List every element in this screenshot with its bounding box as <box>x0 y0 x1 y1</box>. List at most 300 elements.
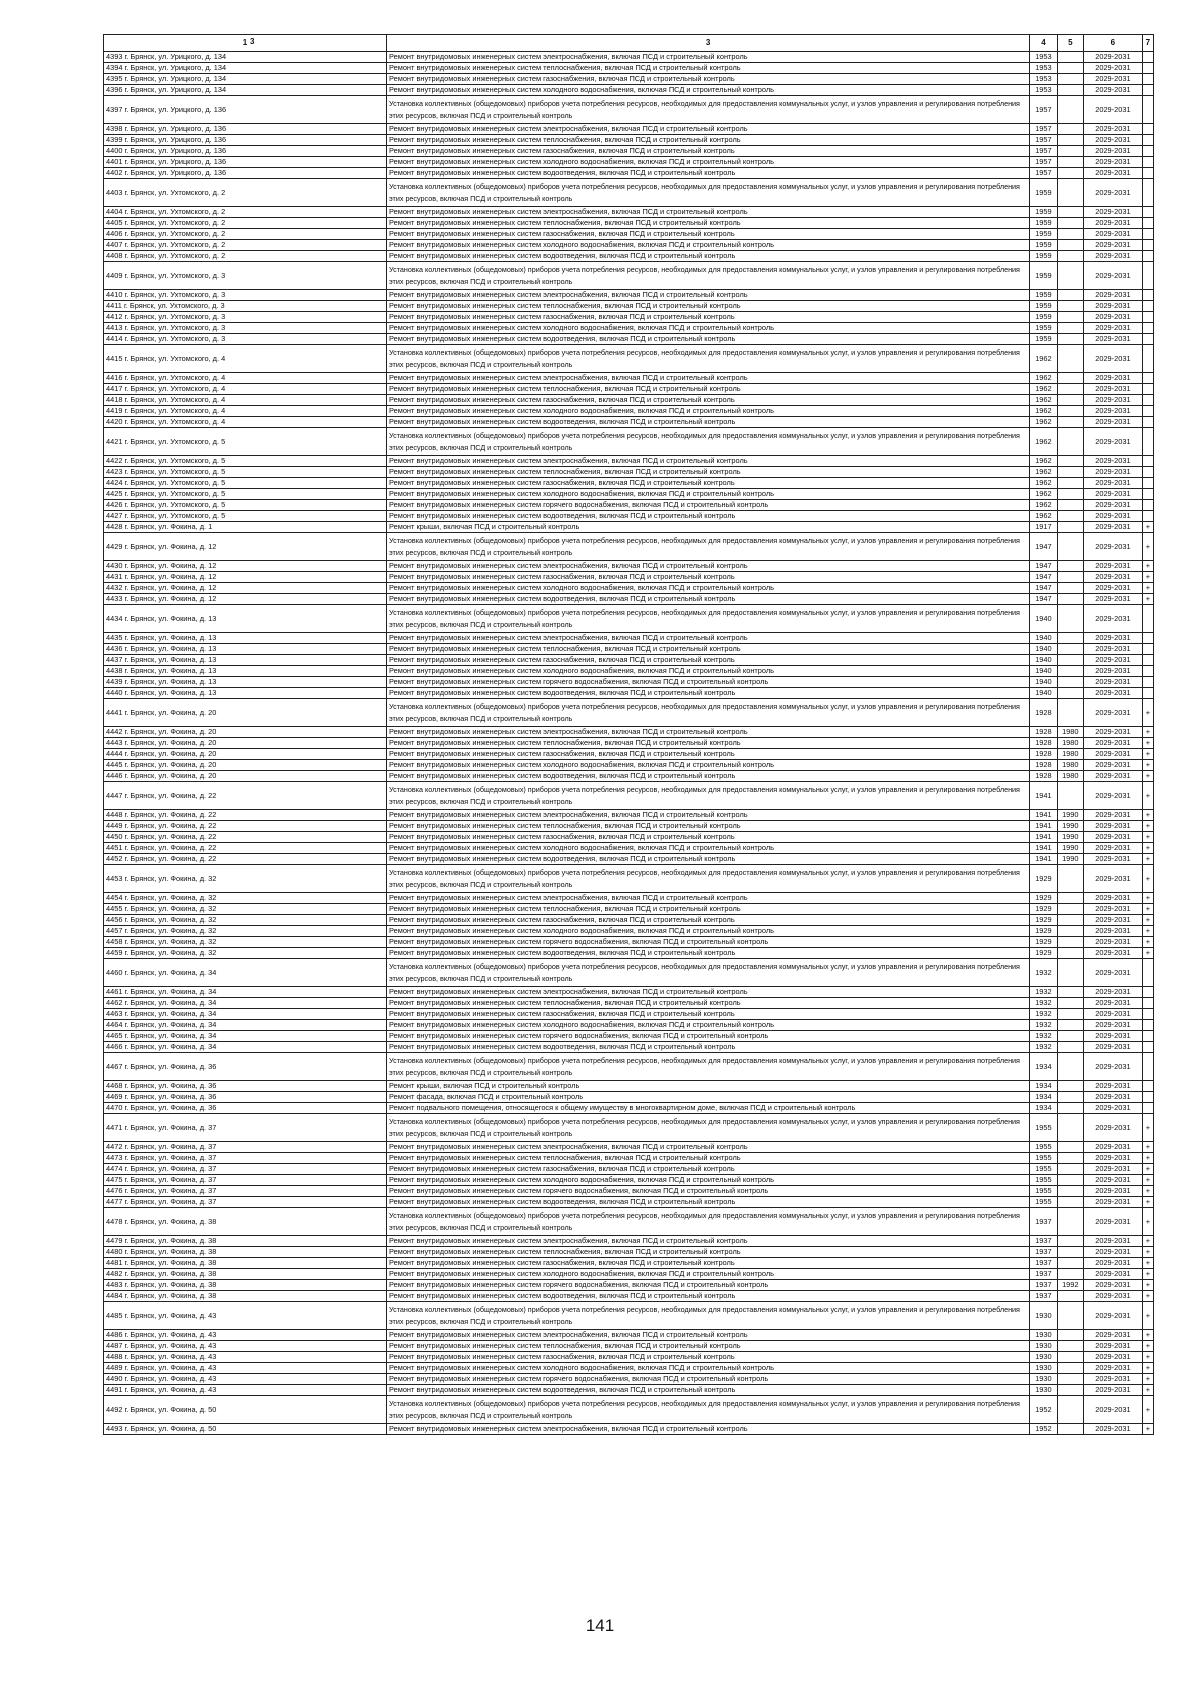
table-cell: 2029-2031 <box>1083 904 1142 915</box>
table-cell: 2029-2031 <box>1083 926 1142 937</box>
table-cell <box>1142 677 1153 688</box>
table-cell: Ремонт внутридомовых инженерных систем водоотведения, включая ПСД и строительный контроль <box>387 1385 1030 1396</box>
table-row <box>104 760 1154 771</box>
table-cell <box>1057 1081 1083 1092</box>
table-row <box>104 1092 1154 1103</box>
table-cell: 1932 <box>1030 959 1057 987</box>
table-cell: Ремонт внутридомовых инженерных систем водоотведения, включая ПСД и строительный контроль <box>387 771 1030 782</box>
table-cell <box>1057 1269 1083 1280</box>
table-cell: 4469 г. Брянск, ул. Фокина, д. 36 <box>104 1092 387 1103</box>
table-cell <box>1142 323 1153 334</box>
table-cell: 2029-2031 <box>1083 1208 1142 1236</box>
table-row <box>104 1186 1154 1197</box>
table-cell: 1959 <box>1030 312 1057 323</box>
table-cell: 1930 <box>1030 1363 1057 1374</box>
table-cell: 1959 <box>1030 323 1057 334</box>
table-cell: Ремонт внутридомовых инженерных систем электроснабжения, включая ПСД и строительный контроль <box>387 633 1030 644</box>
table-cell <box>1057 229 1083 240</box>
table-row <box>104 987 1154 998</box>
table-cell: Ремонт внутридомовых инженерных систем водоотведения, включая ПСД и строительный контроль <box>387 251 1030 262</box>
table-cell <box>1057 135 1083 146</box>
table-cell: 4445 г. Брянск, ул. Фокина, д. 20 <box>104 760 387 771</box>
table-cell: 1930 <box>1030 1302 1057 1330</box>
table-cell: 4471 г. Брянск, ул. Фокина, д. 37 <box>104 1114 387 1142</box>
table-row <box>104 168 1154 179</box>
table-cell: 4409 г. Брянск, ул. Ухтомского, д. 3 <box>104 262 387 290</box>
table-cell: 1929 <box>1030 915 1057 926</box>
table-cell: 4434 г. Брянск, ул. Фокина, д. 13 <box>104 605 387 633</box>
header-cell: 3 <box>387 35 1030 52</box>
table-cell: 1928 <box>1030 749 1057 760</box>
table-cell: 4490 г. Брянск, ул. Фокина, д. 43 <box>104 1374 387 1385</box>
table-cell: 1929 <box>1030 937 1057 948</box>
table-cell: 1962 <box>1030 345 1057 373</box>
table-row <box>104 854 1154 865</box>
table-cell: 2029-2031 <box>1083 893 1142 904</box>
table-cell: Ремонт внутридомовых инженерных систем газоснабжения, включая ПСД и строительный контроль <box>387 74 1030 85</box>
table-cell <box>1142 987 1153 998</box>
table-cell: Ремонт внутридомовых инженерных систем холодного водоснабжения, включая ПСД и строительный контроль <box>387 1020 1030 1031</box>
table-cell: Ремонт внутридомовых инженерных систем теплоснабжения, включая ПСД и строительный контроль <box>387 644 1030 655</box>
table-cell: 1962 <box>1030 478 1057 489</box>
table-cell <box>1142 1053 1153 1081</box>
table-cell: Ремонт внутридомовых инженерных систем горячего водоснабжения, включая ПСД и строительный контроль <box>387 1031 1030 1042</box>
table-cell: Установка коллективных (общедомовых) приборов учета потребления ресурсов, необходимых для предоставления коммунальных услуг, и узлов управления и регулирования потребления этих ресурсов, включая ПСД и строительный контроль <box>387 262 1030 290</box>
table-cell: 4435 г. Брянск, ул. Фокина, д. 13 <box>104 633 387 644</box>
table-row <box>104 1291 1154 1302</box>
table-row <box>104 312 1154 323</box>
table-cell <box>1057 1164 1083 1175</box>
table-cell <box>1142 240 1153 251</box>
table-cell: + <box>1142 865 1153 893</box>
table-cell: Ремонт фасада, включая ПСД и строительный контроль <box>387 1092 1030 1103</box>
table-cell: + <box>1142 904 1153 915</box>
table-cell: 4415 г. Брянск, ул. Ухтомского, д. 4 <box>104 345 387 373</box>
table-cell: 4400 г. Брянск, ул. Урицкого, д. 136 <box>104 146 387 157</box>
table-cell: Ремонт внутридомовых инженерных систем теплоснабжения, включая ПСД и строительный контроль <box>387 904 1030 915</box>
table-cell: 2029-2031 <box>1083 85 1142 96</box>
table-cell <box>1057 1053 1083 1081</box>
table-cell: Ремонт внутридомовых инженерных систем теплоснабжения, включая ПСД и строительный контроль <box>387 63 1030 74</box>
table-cell: 1940 <box>1030 666 1057 677</box>
table-cell: 4451 г. Брянск, ул. Фокина, д. 22 <box>104 843 387 854</box>
table-cell: Ремонт внутридомовых инженерных систем горячего водоснабжения, включая ПСД и строительный контроль <box>387 1374 1030 1385</box>
table-cell: 2029-2031 <box>1083 240 1142 251</box>
table-cell: Ремонт крыши, включая ПСД и строительный контроль <box>387 522 1030 533</box>
table-cell: 4399 г. Брянск, ул. Урицкого, д. 136 <box>104 135 387 146</box>
table-cell: + <box>1142 1186 1153 1197</box>
header-cell: 6 <box>1083 35 1142 52</box>
table-cell: 4401 г. Брянск, ул. Урицкого, д. 136 <box>104 157 387 168</box>
table-cell: 4441 г. Брянск, ул. Фокина, д. 20 <box>104 699 387 727</box>
table-cell <box>1057 1186 1083 1197</box>
table-cell <box>1057 96 1083 124</box>
page-number: 141 <box>585 1616 615 1635</box>
table-cell: 2029-2031 <box>1083 1258 1142 1269</box>
table-cell: 2029-2031 <box>1083 782 1142 810</box>
table-cell: + <box>1142 832 1153 843</box>
table-cell <box>1057 655 1083 666</box>
table-cell <box>1057 583 1083 594</box>
table-cell: Установка коллективных (общедомовых) приборов учета потребления ресурсов, необходимых для предоставления коммунальных услуг, и узлов управления и регулирования потребления этих ресурсов, включая ПСД и строительный контроль <box>387 1396 1030 1424</box>
table-cell: 1962 <box>1030 417 1057 428</box>
table-cell: 4397 г. Брянск, ул. Урицкого, д. 136 <box>104 96 387 124</box>
table-row <box>104 456 1154 467</box>
table-cell <box>1057 915 1083 926</box>
table-cell: 1953 <box>1030 63 1057 74</box>
table-cell: Ремонт внутридомовых инженерных систем холодного водоснабжения, включая ПСД и строительный контроль <box>387 1363 1030 1374</box>
table-row <box>104 782 1154 810</box>
table-cell: 4464 г. Брянск, ул. Фокина, д. 34 <box>104 1020 387 1031</box>
table-cell: 2029-2031 <box>1083 937 1142 948</box>
table-cell: 1980 <box>1057 727 1083 738</box>
table-cell: 4393 г. Брянск, ул. Урицкого, д. 134 <box>104 52 387 63</box>
table-cell: Ремонт внутридомовых инженерных систем газоснабжения, включая ПСД и строительный контроль <box>387 572 1030 583</box>
table-row <box>104 1269 1154 1280</box>
table-cell <box>1142 633 1153 644</box>
table-row <box>104 240 1154 251</box>
table-cell: Ремонт внутридомовых инженерных систем теплоснабжения, включая ПСД и строительный контроль <box>387 218 1030 229</box>
table-cell: 1980 <box>1057 771 1083 782</box>
table-cell: 1953 <box>1030 52 1057 63</box>
table-cell: + <box>1142 1164 1153 1175</box>
table-cell: Ремонт внутридомовых инженерных систем водоотведения, включая ПСД и строительный контроль <box>387 1042 1030 1053</box>
table-cell: + <box>1142 1385 1153 1396</box>
table-row <box>104 1103 1154 1114</box>
table-cell: 1941 <box>1030 810 1057 821</box>
table-cell: 1959 <box>1030 334 1057 345</box>
table-cell: 4432 г. Брянск, ул. Фокина, д. 12 <box>104 583 387 594</box>
table-cell: 2029-2031 <box>1083 229 1142 240</box>
table-cell: 1959 <box>1030 218 1057 229</box>
table-row <box>104 959 1154 987</box>
table-cell: 4479 г. Брянск, ул. Фокина, д. 38 <box>104 1236 387 1247</box>
table-cell: 2029-2031 <box>1083 1374 1142 1385</box>
table-cell: 2029-2031 <box>1083 1197 1142 1208</box>
table-cell <box>1057 428 1083 456</box>
table-cell: Ремонт внутридомовых инженерных систем холодного водоснабжения, включая ПСД и строительный контроль <box>387 760 1030 771</box>
table-cell: Ремонт внутридомовых инженерных систем водоотведения, включая ПСД и строительный контроль <box>387 594 1030 605</box>
table-row <box>104 85 1154 96</box>
table-cell: 1932 <box>1030 998 1057 1009</box>
table-row <box>104 1352 1154 1363</box>
table-cell: Ремонт внутридомовых инженерных систем теплоснабжения, включая ПСД и строительный контроль <box>387 738 1030 749</box>
table-cell: Ремонт внутридомовых инженерных систем газоснабжения, включая ПСД и строительный контроль <box>387 832 1030 843</box>
table-row <box>104 146 1154 157</box>
table-row <box>104 1424 1154 1435</box>
table-cell: 1929 <box>1030 948 1057 959</box>
table-cell <box>1057 323 1083 334</box>
table-cell: 4463 г. Брянск, ул. Фокина, д. 34 <box>104 1009 387 1020</box>
table-cell: 2029-2031 <box>1083 52 1142 63</box>
table-cell: 4450 г. Брянск, ул. Фокина, д. 22 <box>104 832 387 843</box>
table-cell: 4412 г. Брянск, ул. Ухтомского, д. 3 <box>104 312 387 323</box>
table-cell: 1962 <box>1030 384 1057 395</box>
table-cell: Ремонт внутридомовых инженерных систем теплоснабжения, включая ПСД и строительный контроль <box>387 1247 1030 1258</box>
table-cell: 1952 <box>1030 1396 1057 1424</box>
table-cell: 1962 <box>1030 428 1057 456</box>
table-cell: 2029-2031 <box>1083 146 1142 157</box>
table-cell <box>1057 1031 1083 1042</box>
table-cell: 4440 г. Брянск, ул. Фокина, д. 13 <box>104 688 387 699</box>
table-cell: 2029-2031 <box>1083 959 1142 987</box>
table-cell <box>1142 511 1153 522</box>
table-cell: + <box>1142 1114 1153 1142</box>
table-cell: Ремонт внутридомовых инженерных систем горячего водоснабжения, включая ПСД и строительный контроль <box>387 1186 1030 1197</box>
table-cell: 4477 г. Брянск, ул. Фокина, д. 37 <box>104 1197 387 1208</box>
table-cell: 2029-2031 <box>1083 168 1142 179</box>
table-cell: Ремонт внутридомовых инженерных систем электроснабжения, включая ПСД и строительный контроль <box>387 893 1030 904</box>
table-cell: Ремонт внутридомовых инженерных систем газоснабжения, включая ПСД и строительный контроль <box>387 395 1030 406</box>
table-cell: 1947 <box>1030 583 1057 594</box>
table-cell <box>1057 1341 1083 1352</box>
table-cell: 4486 г. Брянск, ул. Фокина, д. 43 <box>104 1330 387 1341</box>
table-cell: 1955 <box>1030 1153 1057 1164</box>
table-row <box>104 428 1154 456</box>
table-row <box>104 1142 1154 1153</box>
table-cell: Ремонт внутридомовых инженерных систем электроснабжения, включая ПСД и строительный контроль <box>387 1236 1030 1247</box>
table-cell: 4478 г. Брянск, ул. Фокина, д. 38 <box>104 1208 387 1236</box>
table-row <box>104 1020 1154 1031</box>
table-row <box>104 384 1154 395</box>
table-cell <box>1057 1092 1083 1103</box>
table-cell: 4404 г. Брянск, ул. Ухтомского, д. 2 <box>104 207 387 218</box>
table-cell <box>1057 926 1083 937</box>
table-cell: 2029-2031 <box>1083 1291 1142 1302</box>
table-cell: 2029-2031 <box>1083 1236 1142 1247</box>
table-cell: 1940 <box>1030 688 1057 699</box>
table-cell: 2029-2031 <box>1083 821 1142 832</box>
table-cell: + <box>1142 749 1153 760</box>
table-cell: 2029-2031 <box>1083 74 1142 85</box>
table-cell: 1930 <box>1030 1374 1057 1385</box>
table-cell: + <box>1142 782 1153 810</box>
table-cell: 1962 <box>1030 373 1057 384</box>
table-cell: Установка коллективных (общедомовых) приборов учета потребления ресурсов, необходимых для предоставления коммунальных услуг, и узлов управления и регулирования потребления этих ресурсов, включая ПСД и строительный контроль <box>387 959 1030 987</box>
table-cell: 1992 <box>1057 1280 1083 1291</box>
table-cell <box>1057 987 1083 998</box>
table-cell <box>1142 63 1153 74</box>
table-cell: 4487 г. Брянск, ул. Фокина, д. 43 <box>104 1341 387 1352</box>
table-row <box>104 1009 1154 1020</box>
table-cell: 1990 <box>1057 810 1083 821</box>
table-cell: 2029-2031 <box>1083 633 1142 644</box>
table-cell: 2029-2031 <box>1083 865 1142 893</box>
table-cell: 1928 <box>1030 738 1057 749</box>
table-row <box>104 406 1154 417</box>
table-cell <box>1142 135 1153 146</box>
table-cell: 2029-2031 <box>1083 533 1142 561</box>
table-row <box>104 207 1154 218</box>
table-cell <box>1057 561 1083 572</box>
table-cell <box>1057 52 1083 63</box>
table-cell <box>1057 937 1083 948</box>
table-row <box>104 500 1154 511</box>
table-cell <box>1142 345 1153 373</box>
table-row <box>104 262 1154 290</box>
table-cell: 2029-2031 <box>1083 251 1142 262</box>
table-cell: 1940 <box>1030 677 1057 688</box>
table-row <box>104 699 1154 727</box>
table-cell <box>1057 262 1083 290</box>
table-cell: 1937 <box>1030 1247 1057 1258</box>
table-cell <box>1142 373 1153 384</box>
table-cell <box>1142 146 1153 157</box>
table-cell: 2029-2031 <box>1083 500 1142 511</box>
table-row <box>104 749 1154 760</box>
table-cell: + <box>1142 1352 1153 1363</box>
header-cell: 5 <box>1057 35 1083 52</box>
table-cell: + <box>1142 915 1153 926</box>
table-cell: 2029-2031 <box>1083 771 1142 782</box>
table-cell <box>1057 1103 1083 1114</box>
table-cell: + <box>1142 727 1153 738</box>
table-cell: 4402 г. Брянск, ул. Урицкого, д. 136 <box>104 168 387 179</box>
table-cell <box>1057 1258 1083 1269</box>
table-cell: + <box>1142 1280 1153 1291</box>
table-cell: 1955 <box>1030 1197 1057 1208</box>
table-cell: 1990 <box>1057 832 1083 843</box>
table-cell: 4455 г. Брянск, ул. Фокина, д. 32 <box>104 904 387 915</box>
table-cell: 2029-2031 <box>1083 1031 1142 1042</box>
table-cell <box>1142 500 1153 511</box>
table-cell: Ремонт внутридомовых инженерных систем водоотведения, включая ПСД и строительный контроль <box>387 511 1030 522</box>
table-cell: 4465 г. Брянск, ул. Фокина, д. 34 <box>104 1031 387 1042</box>
table-row <box>104 771 1154 782</box>
table-cell: 4431 г. Брянск, ул. Фокина, д. 12 <box>104 572 387 583</box>
table-row <box>104 1374 1154 1385</box>
table-row <box>104 489 1154 500</box>
table-row <box>104 1208 1154 1236</box>
table-cell <box>1057 1175 1083 1186</box>
table-cell: 4422 г. Брянск, ул. Ухтомского, д. 5 <box>104 456 387 467</box>
table-cell <box>1057 688 1083 699</box>
table-cell <box>1057 1291 1083 1302</box>
table-cell: + <box>1142 1153 1153 1164</box>
table-cell: 2029-2031 <box>1083 561 1142 572</box>
table-cell <box>1057 240 1083 251</box>
table-cell: 4438 г. Брянск, ул. Фокина, д. 13 <box>104 666 387 677</box>
header-cell: 4 <box>1030 35 1057 52</box>
header-cell: 7 <box>1142 35 1153 52</box>
table-cell: 2029-2031 <box>1083 1424 1142 1435</box>
table-cell: Ремонт внутридомовых инженерных систем электроснабжения, включая ПСД и строительный контроль <box>387 207 1030 218</box>
table-cell: Ремонт внутридомовых инженерных систем водоотведения, включая ПСД и строительный контроль <box>387 688 1030 699</box>
table-row <box>104 467 1154 478</box>
table-cell: 1930 <box>1030 1352 1057 1363</box>
table-cell: Ремонт внутридомовых инженерных систем холодного водоснабжения, включая ПСД и строительный контроль <box>387 843 1030 854</box>
table-row <box>104 633 1154 644</box>
table-cell: + <box>1142 1247 1153 1258</box>
table-cell: + <box>1142 926 1153 937</box>
table-cell <box>1142 96 1153 124</box>
table-cell <box>1142 959 1153 987</box>
table-cell <box>1142 1042 1153 1053</box>
table-cell: 1932 <box>1030 987 1057 998</box>
table-cell: 1929 <box>1030 926 1057 937</box>
table-cell: 4423 г. Брянск, ул. Ухтомского, д. 5 <box>104 467 387 478</box>
table-cell: 1962 <box>1030 467 1057 478</box>
table-cell: Установка коллективных (общедомовых) приборов учета потребления ресурсов, необходимых для предоставления коммунальных услуг, и узлов управления и регулирования потребления этих ресурсов, включая ПСД и строительный контроль <box>387 1053 1030 1081</box>
table-cell: Ремонт внутридомовых инженерных систем холодного водоснабжения, включая ПСД и строительный контроль <box>387 583 1030 594</box>
table-cell: 4429 г. Брянск, ул. Фокина, д. 12 <box>104 533 387 561</box>
table-cell <box>1057 74 1083 85</box>
table-cell: 4489 г. Брянск, ул. Фокина, д. 43 <box>104 1363 387 1374</box>
table-cell <box>1142 124 1153 135</box>
table-cell: 1941 <box>1030 843 1057 854</box>
table-cell: Ремонт внутридомовых инженерных систем холодного водоснабжения, включая ПСД и строительный контроль <box>387 666 1030 677</box>
table-cell: + <box>1142 561 1153 572</box>
table-cell <box>1142 384 1153 395</box>
table-cell: Ремонт внутридомовых инженерных систем водоотведения, включая ПСД и строительный контроль <box>387 948 1030 959</box>
table-cell: 2029-2031 <box>1083 987 1142 998</box>
table-cell: 4427 г. Брянск, ул. Ухтомского, д. 5 <box>104 511 387 522</box>
table-cell: Установка коллективных (общедомовых) приборов учета потребления ресурсов, необходимых для предоставления коммунальных услуг, и узлов управления и регулирования потребления этих ресурсов, включая ПСД и строительный контроль <box>387 605 1030 633</box>
table-cell: 4475 г. Брянск, ул. Фокина, д. 37 <box>104 1175 387 1186</box>
table-cell: 2029-2031 <box>1083 1175 1142 1186</box>
table-row <box>104 1164 1154 1175</box>
table-row <box>104 533 1154 561</box>
table-cell: 4468 г. Брянск, ул. Фокина, д. 36 <box>104 1081 387 1092</box>
table-cell: Ремонт внутридомовых инженерных систем электроснабжения, включая ПСД и строительный контроль <box>387 124 1030 135</box>
table-cell: Ремонт внутридомовых инженерных систем холодного водоснабжения, включая ПСД и строительный контроль <box>387 1269 1030 1280</box>
table-cell: Ремонт внутридомовых инженерных систем теплоснабжения, включая ПСД и строительный контроль <box>387 998 1030 1009</box>
table-cell: Установка коллективных (общедомовых) приборов учета потребления ресурсов, необходимых для предоставления коммунальных услуг, и узлов управления и регулирования потребления этих ресурсов, включая ПСД и строительный контроль <box>387 865 1030 893</box>
table-cell <box>1142 395 1153 406</box>
table-cell: 1930 <box>1030 1341 1057 1352</box>
table-cell: 2029-2031 <box>1083 1302 1142 1330</box>
table-cell: + <box>1142 771 1153 782</box>
table-cell <box>1142 290 1153 301</box>
table-cell <box>1057 1042 1083 1053</box>
table-cell: Ремонт внутридомовых инженерных систем газоснабжения, включая ПСД и строительный контроль <box>387 312 1030 323</box>
table-cell <box>1057 312 1083 323</box>
table-cell <box>1057 489 1083 500</box>
table-cell <box>1142 251 1153 262</box>
table-cell: 2029-2031 <box>1083 572 1142 583</box>
table-cell: Ремонт внутридомовых инженерных систем холодного водоснабжения, включая ПСД и строительный контроль <box>387 489 1030 500</box>
table-row <box>104 1341 1154 1352</box>
table-cell: 1929 <box>1030 865 1057 893</box>
table-cell: 4473 г. Брянск, ул. Фокина, д. 37 <box>104 1153 387 1164</box>
table-row <box>104 937 1154 948</box>
table-cell <box>1057 1247 1083 1258</box>
table-cell: 1962 <box>1030 511 1057 522</box>
table-cell: 4449 г. Брянск, ул. Фокина, д. 22 <box>104 821 387 832</box>
table-row <box>104 345 1154 373</box>
table-cell: 1930 <box>1030 1385 1057 1396</box>
table-cell: 1937 <box>1030 1258 1057 1269</box>
table-cell: Ремонт внутридомовых инженерных систем холодного водоснабжения, включая ПСД и строительный контроль <box>387 85 1030 96</box>
table-cell: 2029-2031 <box>1083 96 1142 124</box>
table-cell: 2029-2031 <box>1083 998 1142 1009</box>
table-cell: 1955 <box>1030 1164 1057 1175</box>
table-cell: 1940 <box>1030 655 1057 666</box>
table-cell: 2029-2031 <box>1083 948 1142 959</box>
table-cell: + <box>1142 760 1153 771</box>
table-cell: Ремонт внутридомовых инженерных систем горячего водоснабжения, включая ПСД и строительный контроль <box>387 677 1030 688</box>
table-cell: 1932 <box>1030 1020 1057 1031</box>
table-cell: 4443 г. Брянск, ул. Фокина, д. 20 <box>104 738 387 749</box>
table-cell: 1980 <box>1057 749 1083 760</box>
table-cell: 4459 г. Брянск, ул. Фокина, д. 32 <box>104 948 387 959</box>
table-cell: 2029-2031 <box>1083 1385 1142 1396</box>
table-cell <box>1142 179 1153 207</box>
table-cell: 2029-2031 <box>1083 312 1142 323</box>
table-row <box>104 1053 1154 1081</box>
table-cell <box>1057 1352 1083 1363</box>
table-cell <box>1057 146 1083 157</box>
